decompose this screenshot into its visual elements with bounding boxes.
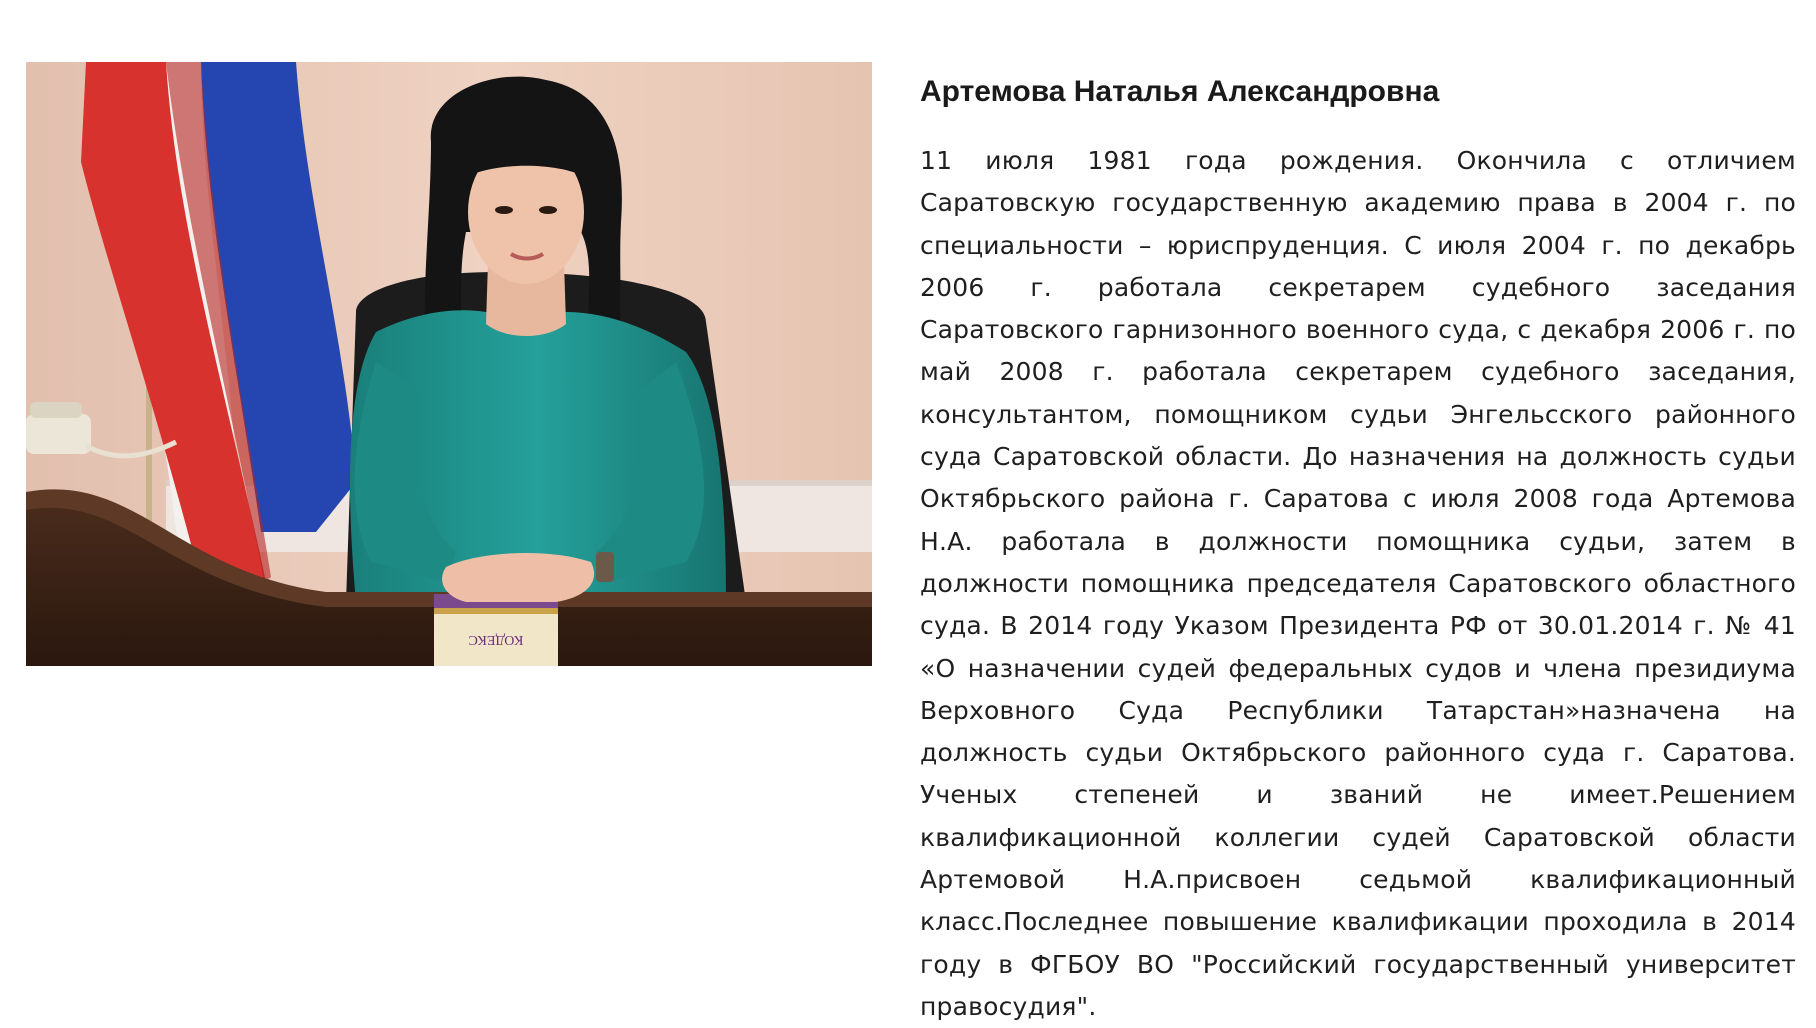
- hands: [442, 553, 594, 602]
- book-title: КОДЕКС: [468, 632, 524, 647]
- judge-biography: 11 июля 1981 года рождения. Окончила с отличием Саратовскую государственную академию права в 2004 г. по специальности – юриспруденция. С июля 2004 г. по декабрь 2006 г. работала секретарем судебного заседания Саратовского гарнизонного военного суда, с декабря 2006 г. по май 2008 г. работала секретарем судебного заседания, консультантом, помощником судьи Энгельсского районного суда Саратовской области. До назначения на должность судьи Октябрьского района г. Саратова с июля 2008 года Артемова Н.А. работала в должности помощника судьи, затем в должности помощника председателя Саратовского областного суда. В 2014 году Указом Президента РФ от 30.01.2014 г. № 41 «О назначении судей федеральных судов и члена президиума Верховного Суда Республики Татарстан»назначена на должность судьи Октябрьского районного суда г. Саратова. Ученых степеней и званий не имеет.Решением квалификационной коллегии судей Саратовской области Артемовой Н.А.присвоен седьмой квалификационный класс.Последнее повышение квалификации проходила в 2014 году в ФГБОУ ВО "Российский государственный университет правосудия".: [920, 146, 1796, 1021]
- code-book: [434, 594, 558, 666]
- judge-name: Артемова Наталья Александровна: [920, 75, 1440, 108]
- judge-portrait-photo: [26, 62, 872, 666]
- judge-profile: [920, 70, 1796, 1028]
